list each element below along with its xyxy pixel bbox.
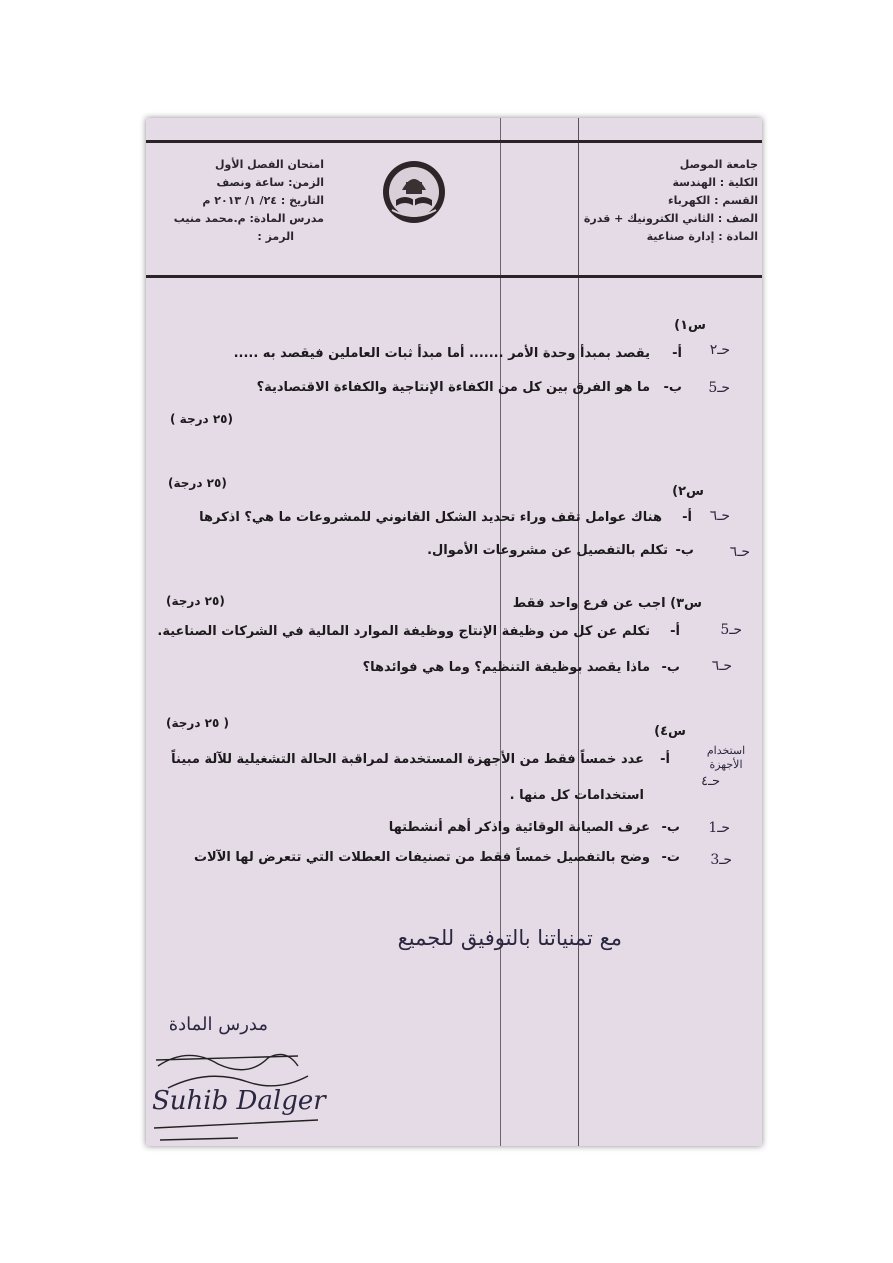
q3a-letter: أ- xyxy=(670,624,680,639)
q4a-text: عدد خمساً فقط من الأجهزة المستخدمة لمراقبة الحالة التشغيلية للآلة مبيناً xyxy=(171,752,644,767)
q3-title: س٣) اجب عن فرع واحد فقط xyxy=(512,596,702,611)
q2b-mark: حـ٦ xyxy=(729,544,750,560)
header-class: الصف : الثاني الكترونيك + قدرة xyxy=(583,212,758,225)
header-duration: الزمن: ساعة ونصف xyxy=(216,176,324,189)
signature: Suhib Dalger xyxy=(152,1086,326,1116)
header-college: الكلية : الهندسة xyxy=(672,176,758,189)
q4c-text: وضح بالتفصيل خمساً فقط من تصنيفات العطلات التي تتعرض لها الآلات xyxy=(193,850,650,865)
header-teacher: مدرس المادة: م.محمد منيب xyxy=(173,212,324,225)
q3a-text: تكلم عن كل من وظيفة الإنتاج ووظيفة الموارد المالية في الشركات الصناعية. xyxy=(157,624,650,639)
closing-text: مع تمنياتنا بالتوفيق للجميع xyxy=(397,926,622,950)
q4b-letter: ب- xyxy=(661,820,680,835)
q2-grade: (٢٥ درجة) xyxy=(168,476,227,490)
header-code: الرمز : xyxy=(257,230,294,243)
header-department: القسم : الكهرباء xyxy=(668,194,758,207)
q2a-mark: حـ٦ xyxy=(709,508,730,524)
q4a-mark: حـ٤ xyxy=(701,774,720,789)
q1b-mark: حـ5 xyxy=(708,380,730,396)
q1a-text: يقصد بمبدأ وحدة الأمر ....... أما مبدأ ثبات العاملين فيقصد به ..... xyxy=(233,346,650,361)
q2-title: س٢) xyxy=(672,484,704,499)
q3a-mark: حـ5 xyxy=(720,622,742,638)
q4a-text-cont: استخدامات كل منها . xyxy=(509,788,644,803)
q1b-text: ما هو الفرق بين كل من الكفاءة الإنتاجية والكفاءة الاقتصادية؟ xyxy=(256,380,650,395)
q2a-text: هناك عوامل تقف وراء تحديد الشكل القانوني للمشروعات ما هي؟ اذكرها xyxy=(199,510,662,525)
q1a-mark: حـ٢ xyxy=(709,342,730,358)
q1-title: س١) xyxy=(674,318,706,333)
q3-grade: (٢٥ درجة) xyxy=(166,594,225,608)
side-note: استخدام الأجهزة xyxy=(706,744,746,771)
header-subject: المادة : إدارة صناعية xyxy=(646,230,758,243)
q4b-text: عرف الصيانة الوقائية واذكر أهم أنشطتها xyxy=(388,820,650,835)
q4-grade: (٢٥ درجة ) xyxy=(166,716,229,730)
university-seal-icon xyxy=(382,160,446,224)
q1-grade: ( ٢٥ درجة) xyxy=(170,412,233,426)
q2b-text: تكلم بالتفصيل عن مشروعات الأموال. xyxy=(427,543,668,558)
q3b-text: ماذا يقصد بوظيفة التنظيم؟ وما هي فوائدها؟ xyxy=(362,660,650,675)
q4c-letter: ت- xyxy=(661,850,680,865)
header-bottom-rule xyxy=(146,275,762,278)
q4a-letter: أ- xyxy=(660,752,670,767)
q2b-letter: ب- xyxy=(675,543,694,558)
header-top-rule xyxy=(146,140,762,143)
q3b-letter: ب- xyxy=(661,660,680,675)
q3b-mark: حـ٦ xyxy=(711,658,732,674)
header-university: جامعة الموصل xyxy=(679,158,758,171)
q1b-letter: ب- xyxy=(663,380,682,395)
q2a-letter: أ- xyxy=(682,510,692,525)
q1a-letter: أ- xyxy=(672,346,682,361)
header-date: التاريخ : ٢٤/ ١/ ٢٠١٣ م xyxy=(202,194,324,207)
q4-title: س٤) xyxy=(654,724,686,739)
exam-paper xyxy=(146,118,762,1146)
q4b-mark: حـ1 xyxy=(708,820,730,836)
header-exam: امتحان الفصل الأول xyxy=(215,158,324,171)
q4c-mark: حـ3 xyxy=(710,852,732,868)
signature-label: مدرس المادة xyxy=(168,1014,268,1035)
